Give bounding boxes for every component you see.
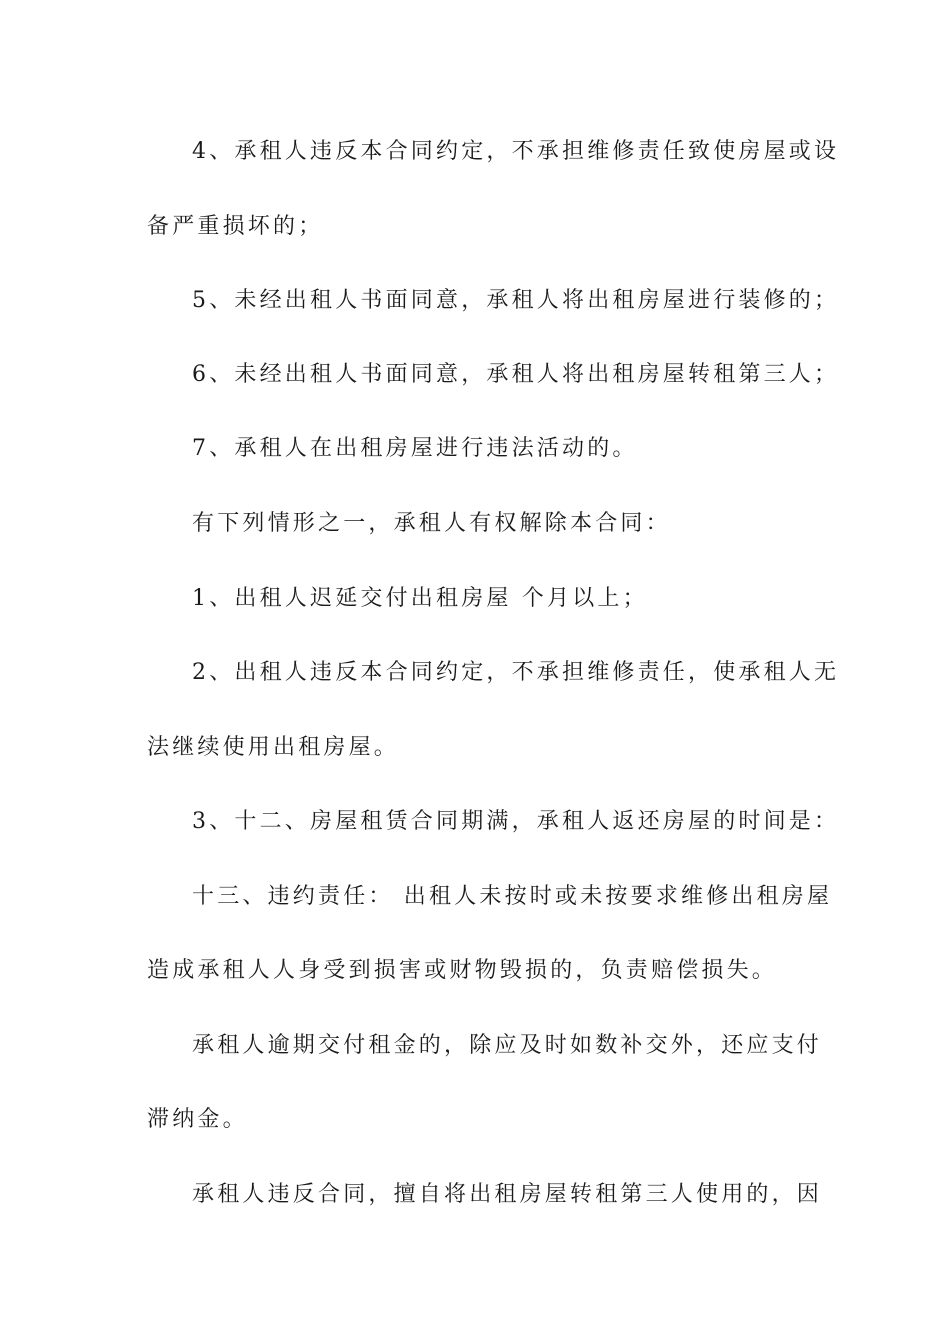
paragraph-line: 5、未经出租人书面同意，承租人将出租房屋进行装修的；	[192, 288, 840, 313]
paragraph-line: 滞纳金。	[147, 1107, 248, 1132]
paragraph-line: 承租人逾期交付租金的，除应及时如数补交外，还应支付	[192, 1033, 823, 1058]
paragraph-line: 备严重损坏的；	[147, 214, 324, 239]
paragraph-line: 十三、违约责任： 出租人未按时或未按要求维修出租房屋	[192, 884, 833, 909]
paragraph-line: 承租人违反合同，擅自将出租房屋转租第三人使用的，因	[192, 1182, 823, 1207]
paragraph-line: 7、承租人在出租房屋进行违法活动的。	[192, 436, 638, 461]
paragraph-line: 1、出租人迟延交付出租房屋 个月以上；	[192, 586, 648, 611]
paragraph-line: 4、承租人违反本合同约定，不承担维修责任致使房屋或设	[192, 139, 840, 164]
paragraph-line: 造成承租人人身受到损害或财物毁损的，负责赔偿损失。	[147, 958, 778, 983]
paragraph-line: 法继续使用出租房屋。	[147, 735, 400, 760]
paragraph-line: 2、出租人违反本合同约定，不承担维修责任，使承租人无	[192, 660, 840, 685]
paragraph-line: 3、十二、房屋租赁合同期满，承租人返还房屋的时间是：	[192, 809, 840, 834]
paragraph-line: 有下列情形之一，承租人有权解除本合同：	[192, 511, 671, 536]
paragraph-line: 6、未经出租人书面同意，承租人将出租房屋转租第三人；	[192, 362, 840, 387]
